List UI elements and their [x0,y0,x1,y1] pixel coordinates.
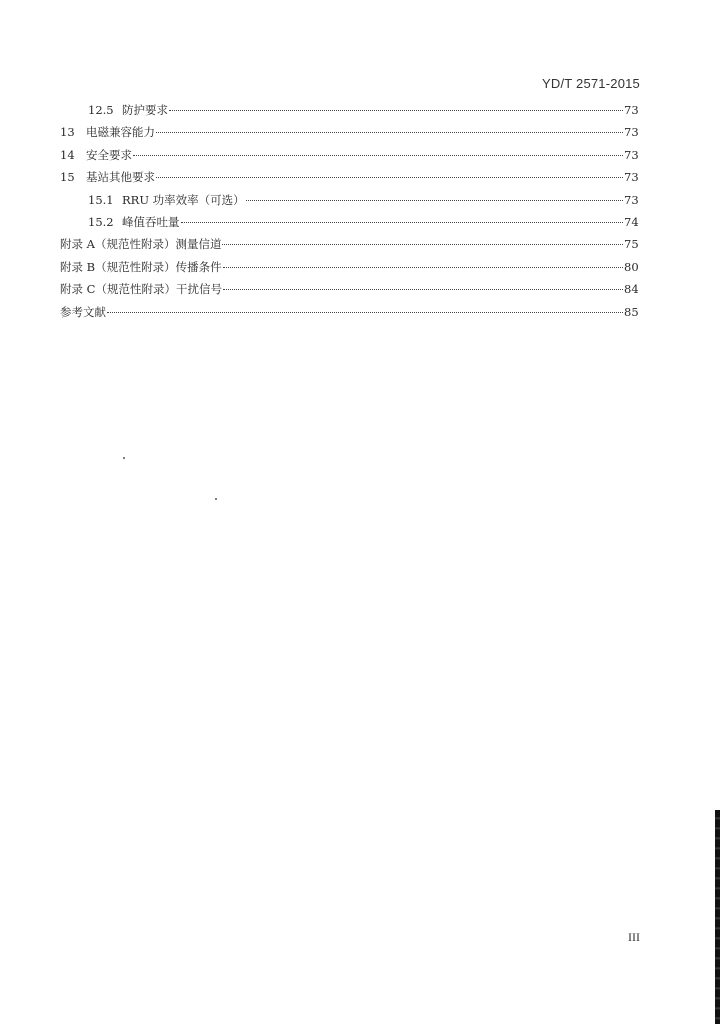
toc-entry-appendix-c[interactable] [60,281,638,303]
table-of-contents [60,102,638,326]
toc-entry-appendix-a[interactable] [60,236,638,258]
toc-entry-page: 73 [624,170,639,185]
dot-leader [223,289,623,290]
dot-leader [222,244,623,245]
toc-entry-15-1[interactable] [60,192,638,214]
toc-entry-number: 15.1 [88,192,114,207]
toc-entry-page: 85 [624,304,639,319]
dot-leader [156,177,623,178]
toc-entry-14[interactable] [60,147,638,169]
toc-entry-number: 13 [60,125,75,140]
toc-entry-title: 安全要求 [86,147,132,162]
toc-entry-number: 14 [60,147,75,162]
toc-entry-number: 15 [60,170,75,185]
toc-entry-page: 74 [624,214,639,229]
toc-entry-title: RRU 功率效率（可选） [122,192,245,207]
toc-entry-number: 12.5 [88,103,114,117]
toc-entry-number: 15.2 [88,214,114,229]
toc-entry-title: 峰值吞吐量 [122,214,180,229]
dot-leader [181,222,624,223]
page-number: III [628,930,640,944]
toc-entry-page: 84 [624,282,639,297]
dot-leader [107,312,623,313]
dot-leader [223,267,623,268]
toc-entry-appendix-b[interactable] [60,259,638,281]
toc-entry-page: 73 [624,192,639,207]
toc-entry-13[interactable] [60,124,638,146]
dot-leader [246,200,623,201]
toc-entry-title: 基站其他要求 [86,170,155,185]
scan-speck [215,498,217,500]
toc-entry-page: 73 [624,125,639,140]
toc-entry-page: 80 [624,259,639,274]
toc-entry-page: 75 [624,237,639,252]
dot-leader [169,110,623,111]
toc-entry-title: 电磁兼容能力 [86,125,155,140]
toc-entry-12-5[interactable] [60,102,638,124]
toc-entry-references[interactable] [60,304,638,326]
toc-entry-15-2[interactable] [60,214,638,236]
toc-entry-page: 73 [624,147,639,162]
dot-leader [156,132,623,133]
toc-entry-title: 参考文献 [60,304,106,319]
document-code-header: YD/T 2571-2015 [542,76,640,91]
toc-entry-title: 附录 B（规范性附录）传播条件 [60,259,222,274]
toc-entry-title: 防护要求 [122,103,168,117]
scan-edge-mark [715,810,720,1024]
toc-entry-page: 73 [624,103,639,117]
toc-entry-title: 附录 A（规范性附录）测量信道 [60,237,222,252]
dot-leader [133,155,623,156]
toc-entry-title: 附录 C（规范性附录）干扰信号 [60,282,222,297]
toc-entry-15[interactable] [60,169,638,191]
scan-speck [123,457,125,459]
